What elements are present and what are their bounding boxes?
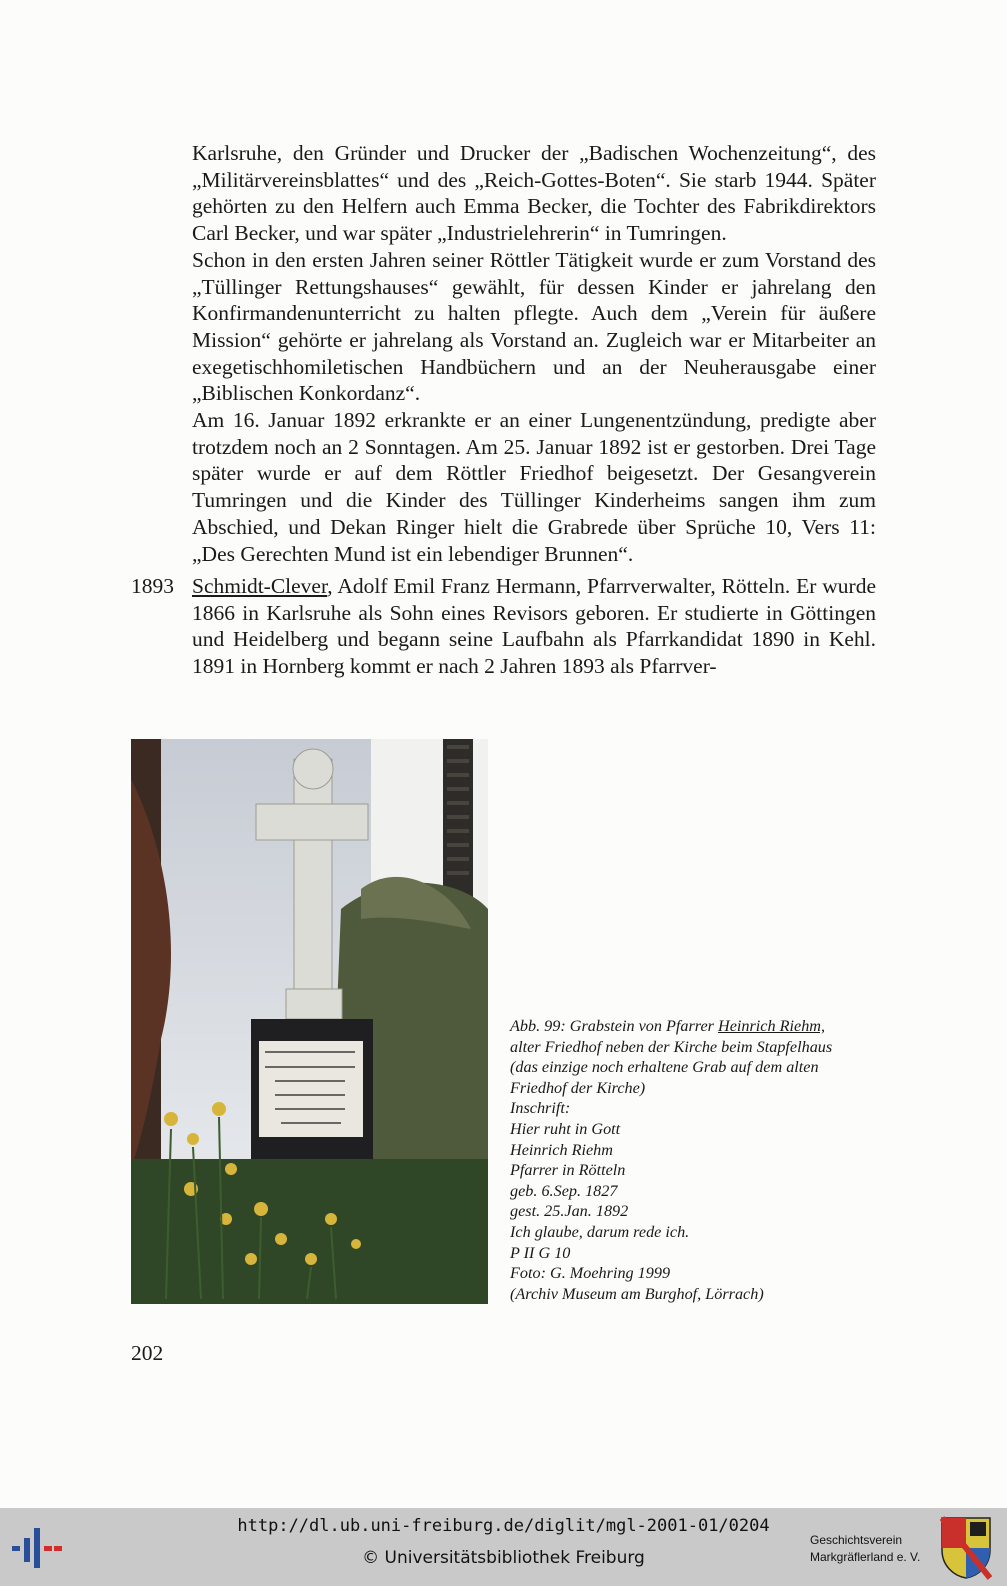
paragraph-1: Karlsruhe, den Gründer und Drucker der „Badischen Wochenzeitung“, des „Militärvereinsblattes“ und des „Reich-Gottes-Boten“. Sie starb 1944. Später gehörten zu den Helfern auch Emma Becker, die Tochter des Fabrikdirektors Carl Becker, und war später „Industrielehrerin“ in Tumringen.: [192, 141, 876, 246]
entry-text: , Adolf Emil Franz Hermann, Pfarrverwalter, Rötteln. Er wurde 1866 in Karlsruhe als Sohn eines Revisors geboren. Er studierte in Göttingen und Heidelberg und begann seine Laufbahn als Pfarrkandidat 1890 in Kehl. 1891 in Hornberg kommt er nach 2 Jahren 1893 als Pfarrver-: [192, 574, 876, 679]
footer-url-link[interactable]: http://dl.ub.uni-freiburg.de/diglit/mgl-2001-01/0204: [237, 1516, 770, 1536]
footer-bar: [0, 1508, 1007, 1586]
entry-body: [192, 573, 876, 680]
caption-line: geb. 6.Sep. 1827: [510, 1181, 618, 1200]
caption-line: Foto: G. Moehring 1999: [510, 1264, 671, 1283]
caption-line: Friedhof der Kirche): [510, 1078, 646, 1097]
gravestone-photo: [131, 739, 488, 1304]
caption-line-1: [510, 1016, 885, 1037]
caption-line: gest. 25.Jan. 1892: [510, 1202, 629, 1221]
caption-line: Ich glaube, darum rede ich.: [510, 1222, 690, 1241]
gravestone-photo-illustration: [131, 739, 488, 1304]
caption-prefix: Abb. 99: Grabstein von Pfarrer: [510, 1017, 719, 1035]
org-line-1: Geschichtsverein: [810, 1533, 903, 1547]
caption-line: Pfarrer in Rötteln: [510, 1161, 626, 1180]
entry-name: Schmidt-Clever: [192, 574, 328, 598]
caption-line: P II G 10: [510, 1243, 571, 1262]
caption-line: alter Friedhof neben der Kirche beim Stapfelhaus: [510, 1037, 833, 1056]
page-number: 202: [131, 1341, 164, 1365]
caption-line: Hier ruht in Gott: [510, 1119, 621, 1138]
caption-line: (Archiv Museum am Burghof, Lörrach): [510, 1284, 764, 1303]
footer-organization: [810, 1532, 920, 1566]
paragraph-3: Am 16. Januar 1892 erkrankte er an einer Lungenentzündung, predigte aber trotzdem noch an 2 Sonntagen. Am 25. Januar 1892 ist er gestorben. Drei Tage später wurde er auf dem Röttler Friedhof beigesetzt. Der Gesangverein Tumringen und die Kinder des Tüllinger Kinderheims sangen ihm zum Abschied, und Dekan Ringer hielt die Grabrede über Sprüche 10, Vers 11: „Des Gerechten Mund ist ein lebendiger Brunnen“.: [192, 408, 876, 566]
caption-name: Heinrich Riehm,: [718, 1017, 826, 1035]
caption-line: Heinrich Riehm: [510, 1140, 613, 1159]
figure-caption: [510, 1016, 885, 1304]
body-text: [192, 140, 876, 567]
org-line-2: Markgräflerland e. V.: [810, 1550, 921, 1564]
caption-line: Inschrift:: [510, 1099, 571, 1118]
entry-year: 1893: [131, 574, 174, 598]
coat-of-arms-icon: [940, 1516, 992, 1580]
paragraph-2: Schon in den ersten Jahren seiner Röttler Tätigkeit wurde er zum Vorstand des „Tüllinger Rettungshauses“ gewählt, für dessen Kinder er jahrelang den Konfirmandenunterricht zu halten pflegte. Auch dem „Verein für äußere Mission“ gehörte er jahrelang als Vorstand an. Zugleich war er Mitarbeiter an exegetischhomiletischen Handbüchern und an der Neuherausgabe einer „Biblischen Konkordanz“.: [192, 247, 876, 406]
footer-copyright: © Universitätsbibliothek Freiburg: [362, 1548, 645, 1568]
caption-line: (das einzige noch erhaltene Grab auf dem alten: [510, 1058, 819, 1077]
